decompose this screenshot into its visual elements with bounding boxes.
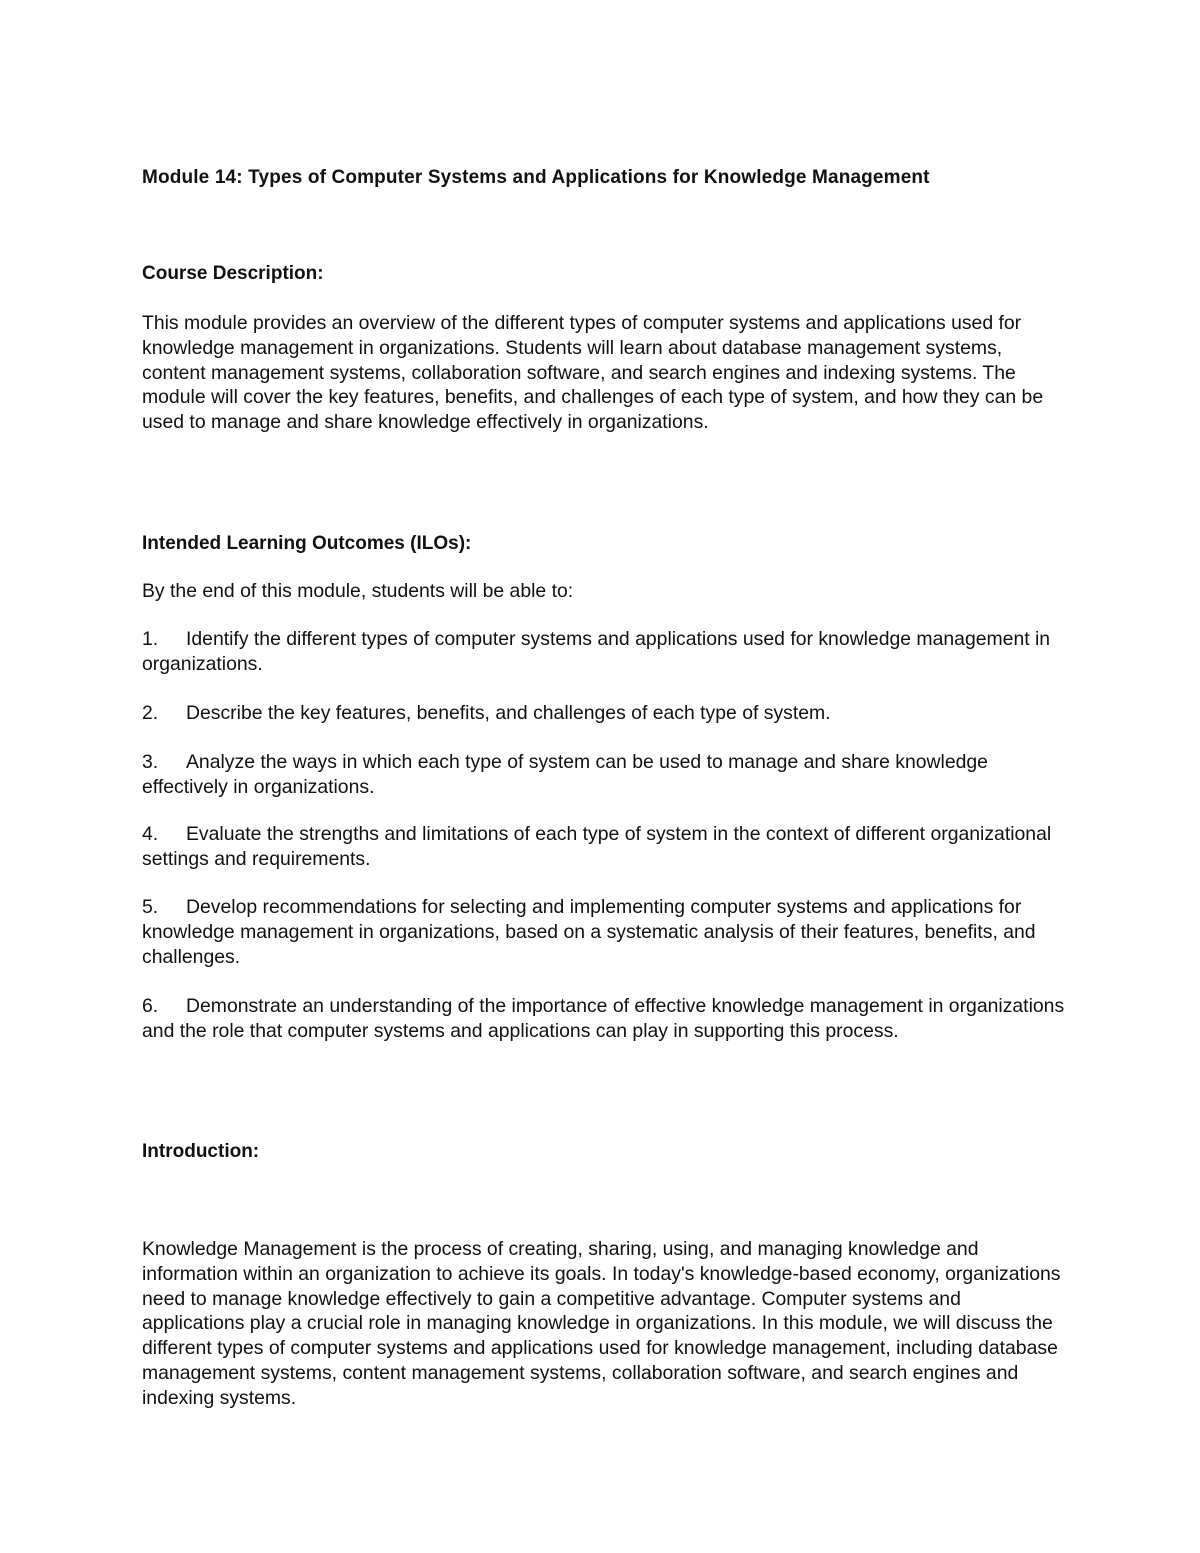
ilos-heading: Intended Learning Outcomes (ILOs): [142,533,472,554]
introduction-body: Knowledge Management is the process of creating, sharing, using, and managing knowledge and information within an organization to achieve its goals. In today's knowledge-based economy, organizations need to manage knowledge effectively to gain a competitive advantage. Computer systems and applications play a crucial role in managing knowledge in organizations. In this module, we will discuss the different types of computer systems and applications used for knowledge management, including database management systems, content management systems, collaboration software, and search engines and indexing systems. [142,1238,1061,1409]
ilo-text: Describe the key features, benefits, and challenges of each type of system. [186,702,831,724]
ilo-number: 6. [142,995,159,1017]
ilo-number: 1. [142,628,159,650]
ilo-item [142,701,1067,726]
course-description-heading: Course Description: [142,263,324,284]
ilo-item [142,822,1067,872]
introduction-heading: Introduction: [142,1141,260,1162]
ilo-number: 3. [142,751,159,773]
ilo-text: Evaluate the strengths and limitations of each type of system in the context of different organizational settings and requirements. [142,823,1052,870]
ilo-text: Identify the different types of computer systems and applications used for knowledge management in organizations. [142,628,1051,675]
ilo-text: Demonstrate an understanding of the importance of effective knowledge management in organizations and the role that computer systems and applications can play in supporting this process. [142,995,1065,1042]
ilo-number: 4. [142,823,159,845]
ilo-item [142,994,1067,1044]
document-title: Module 14: Types of Computer Systems and Applications for Knowledge Management [142,167,930,188]
ilo-text: Develop recommendations for selecting and implementing computer systems and applications for knowledge management in organizations, based on a systematic analysis of their features, benefits, and challenges. [142,896,1036,968]
ilo-number: 2. [142,702,159,724]
course-description-body: This module provides an overview of the different types of computer systems and applications used for knowledge management in organizations. Students will learn about database management systems, content management systems, collaboration software, and search engines and indexing systems. The module will cover the key features, benefits, and challenges of each type of system, and how they can be used to manage and share knowledge effectively in organizations. [142,312,1044,434]
ilo-item [142,627,1067,677]
ilo-item [142,895,1067,969]
ilo-item [142,750,1067,800]
ilo-number: 5. [142,896,159,918]
ilos-intro: By the end of this module, students will be able to: [142,580,574,602]
ilo-text: Analyze the ways in which each type of system can be used to manage and share knowledge effectively in organizations. [142,751,988,798]
